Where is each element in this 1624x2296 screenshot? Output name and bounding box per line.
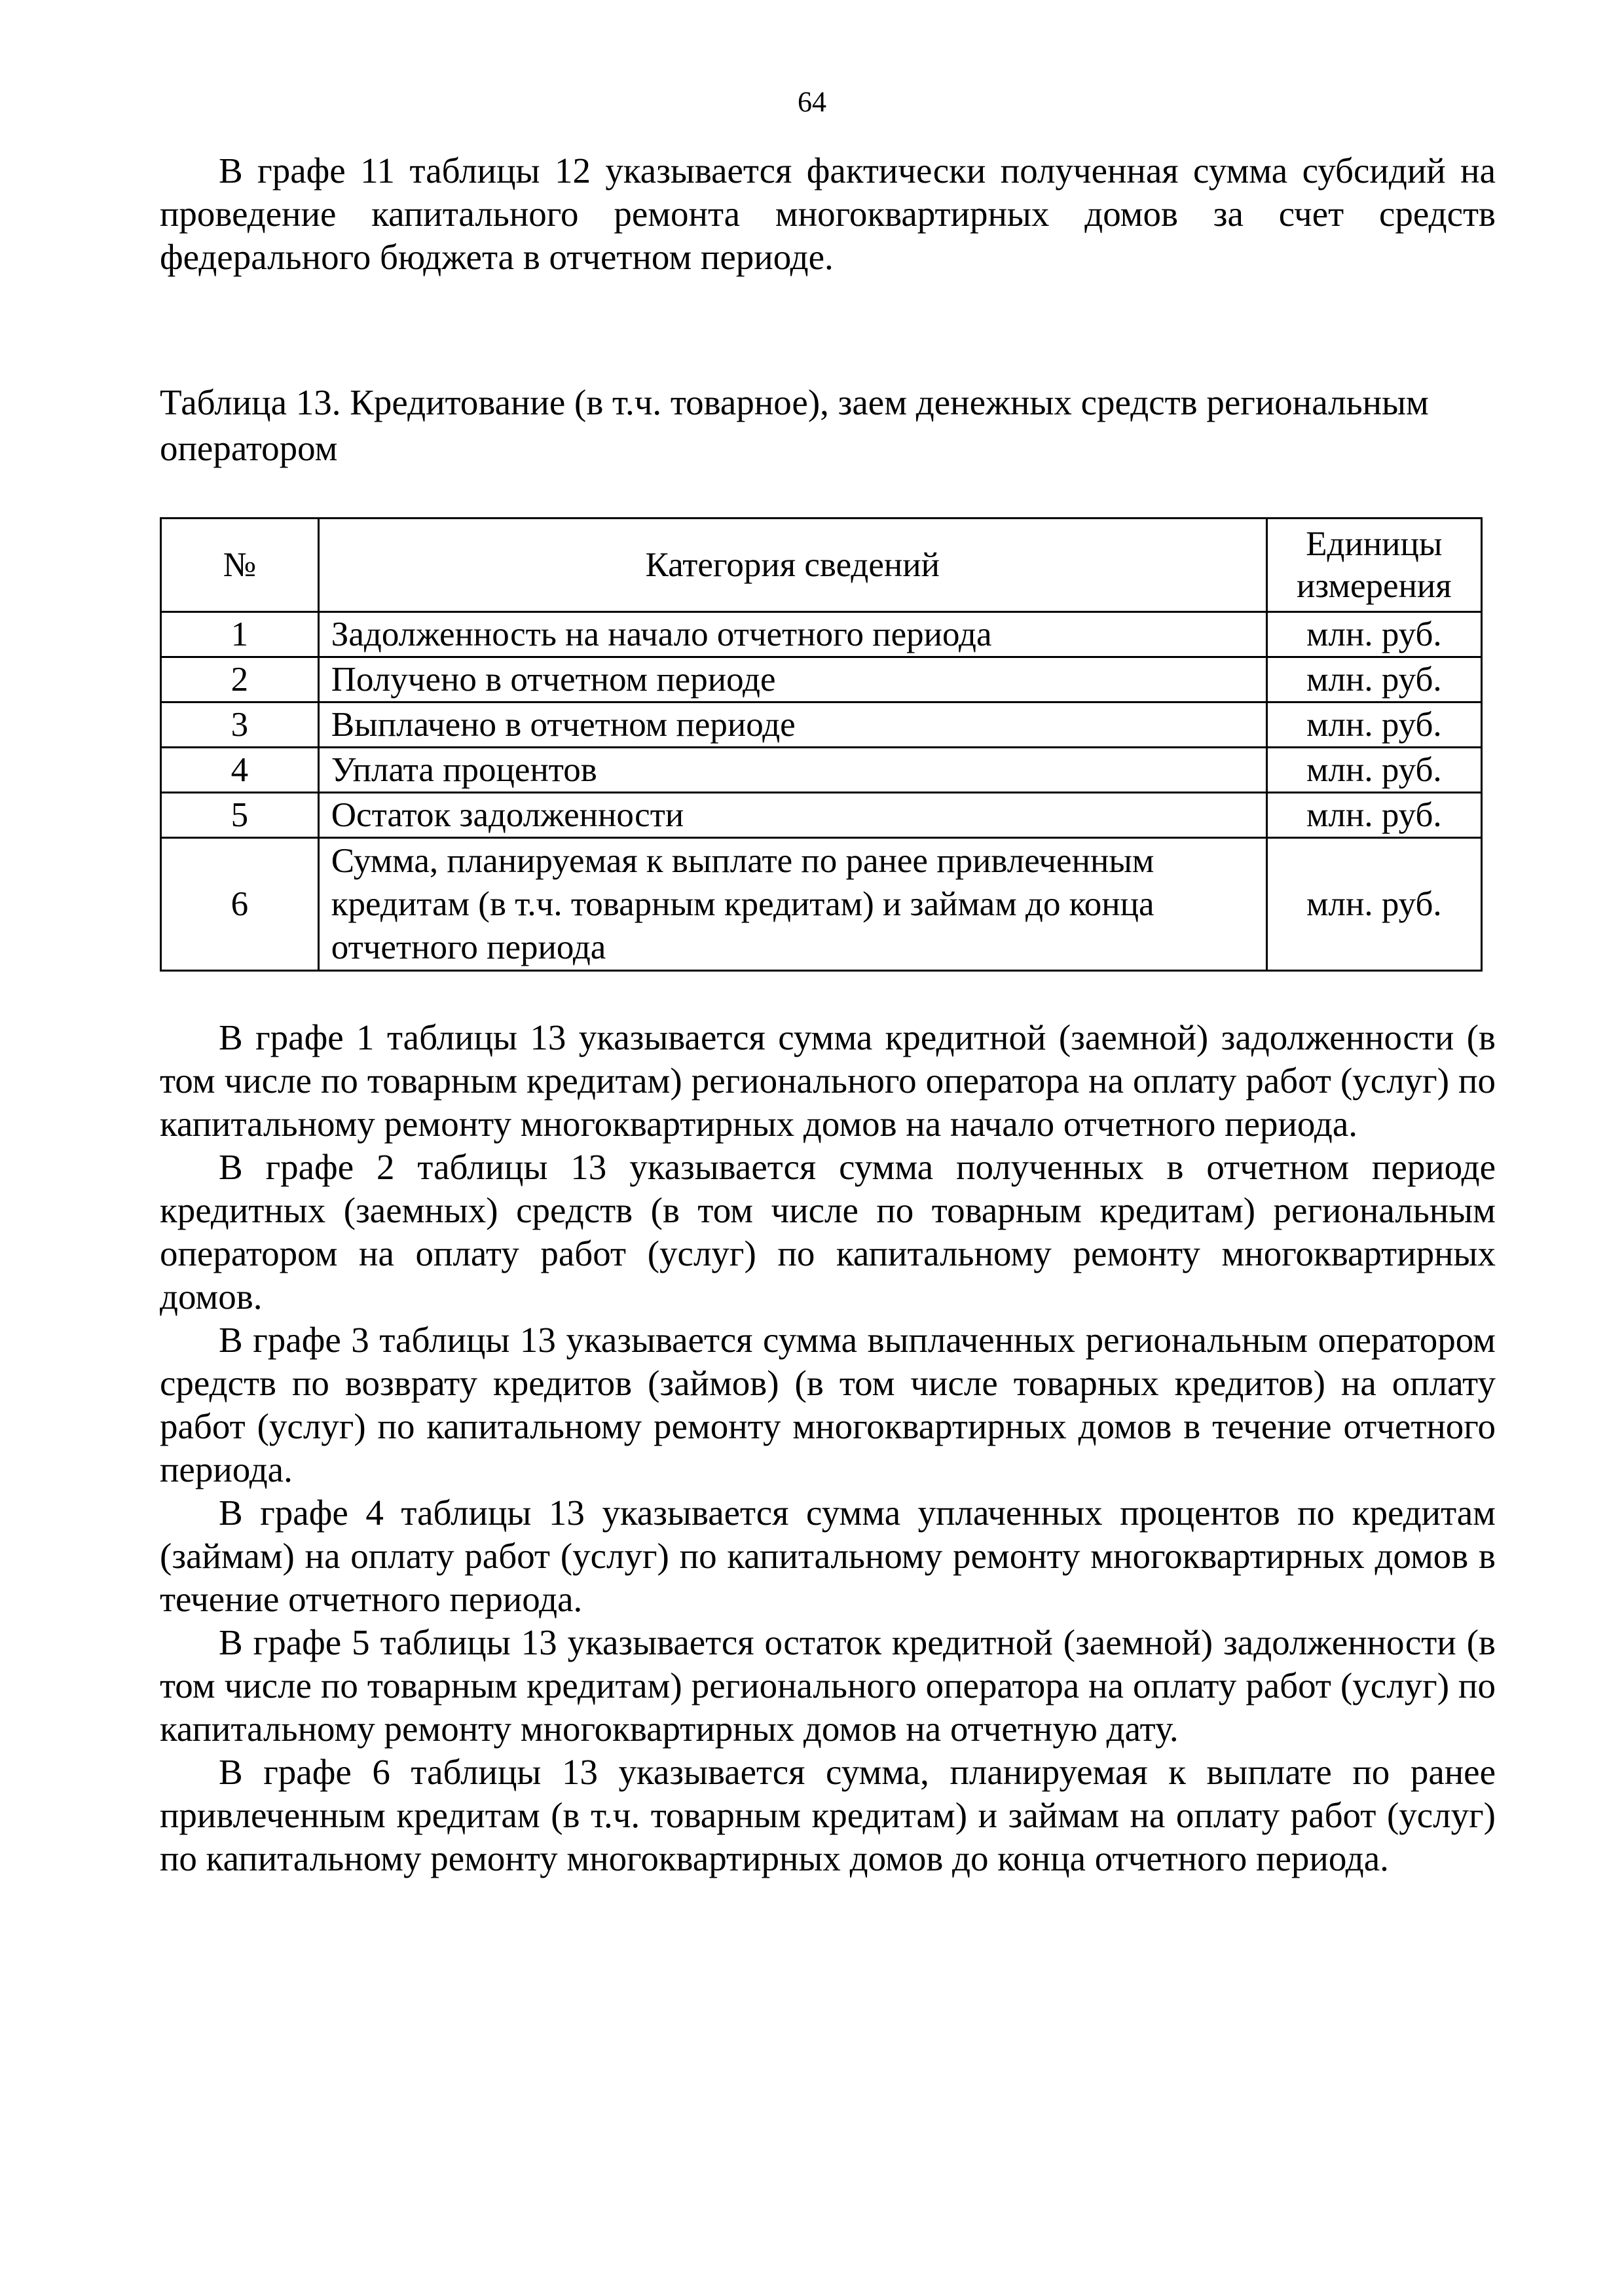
header-unit: Единицы измерения — [1266, 519, 1481, 612]
row-category: Задолженность на начало отчетного периода — [318, 612, 1266, 657]
table-row — [161, 748, 1482, 793]
table-row — [161, 612, 1482, 657]
table-header-row — [161, 519, 1482, 612]
body-paragraph: В графе 5 таблицы 13 указывается остаток кредитной (заемной) задолженности (в том числе по товарным кредитам) регионального оператора на оплату работ (услуг) по капитальному ремонту многоквартирных домов на отчетную дату. — [160, 1622, 1496, 1749]
table-row — [161, 657, 1482, 702]
row-num: 3 — [161, 702, 319, 748]
row-category: Остаток задолженности — [318, 793, 1266, 838]
row-unit: млн. руб. — [1266, 612, 1481, 657]
table-caption: Таблица 13. Кредитование (в т.ч. товарное), заем денежных средств региональным оператором — [160, 382, 1429, 468]
row-num: 2 — [161, 657, 319, 702]
header-num: № — [161, 519, 319, 612]
row-unit: млн. руб. — [1266, 702, 1481, 748]
row-num: 4 — [161, 748, 319, 793]
table-row — [161, 702, 1482, 748]
row-category: Уплата процентов — [318, 748, 1266, 793]
row-unit: млн. руб. — [1266, 657, 1481, 702]
body-paragraph: В графе 1 таблицы 13 указывается сумма кредитной (заемной) задолженности (в том числе по товарным кредитам) регионального оператора на оплату работ (услуг) по капитальному ремонту многоквартирных домов на начало отчетного периода. — [160, 1017, 1496, 1144]
intro-section — [160, 149, 1496, 279]
table-row — [161, 793, 1482, 838]
body-paragraph: В графе 6 таблицы 13 указывается сумма, планируемая к выплате по ранее привлеченным кредитам (в т.ч. товарным кредитам) и займам на оплату работ (услуг) по капитальному ремонту многоквартирных домов до конца отчетного периода. — [160, 1752, 1496, 1878]
row-num: 1 — [161, 612, 319, 657]
data-table — [160, 517, 1483, 972]
page-number: 64 — [798, 86, 826, 118]
row-unit: млн. руб. — [1266, 838, 1481, 971]
body-paragraph: В графе 3 таблицы 13 указывается сумма выплаченных региональным оператором средств по возврату кредитов (займов) (в том числе товарных кредитов) на оплату работ (услуг) по капитальному ремонту многоквартирных домов в течение отчетного периода. — [160, 1320, 1496, 1489]
row-category: Сумма, планируемая к выплате по ранее привлеченным кредитам (в т.ч. товарным кредитам) и займам до конца отчетного периода — [318, 838, 1266, 971]
row-num: 6 — [161, 838, 319, 971]
row-category: Выплачено в отчетном периоде — [318, 702, 1266, 748]
intro-paragraph: В графе 11 таблицы 12 указывается фактически полученная сумма субсидий на проведение капитального ремонта многоквартирных домов за счет средств федерального бюджета в отчетном периоде. — [160, 151, 1496, 277]
row-unit: млн. руб. — [1266, 748, 1481, 793]
header-category: Категория сведений — [318, 519, 1266, 612]
body-paragraph: В графе 4 таблицы 13 указывается сумма уплаченных процентов по кредитам (займам) на оплату работ (услуг) по капитальному ремонту многоквартирных домов в течение отчетного периода. — [160, 1493, 1496, 1619]
row-num: 5 — [161, 793, 319, 838]
body-section — [160, 1016, 1496, 1880]
row-unit: млн. руб. — [1266, 793, 1481, 838]
table-row — [161, 838, 1482, 971]
row-category: Получено в отчетном периоде — [318, 657, 1266, 702]
body-paragraph: В графе 2 таблицы 13 указывается сумма полученных в отчетном периоде кредитных (заемных) средств (в том числе по товарным кредитам) региональным оператором на оплату работ (услуг) по капитальному ремонту многоквартирных домов. — [160, 1147, 1496, 1317]
